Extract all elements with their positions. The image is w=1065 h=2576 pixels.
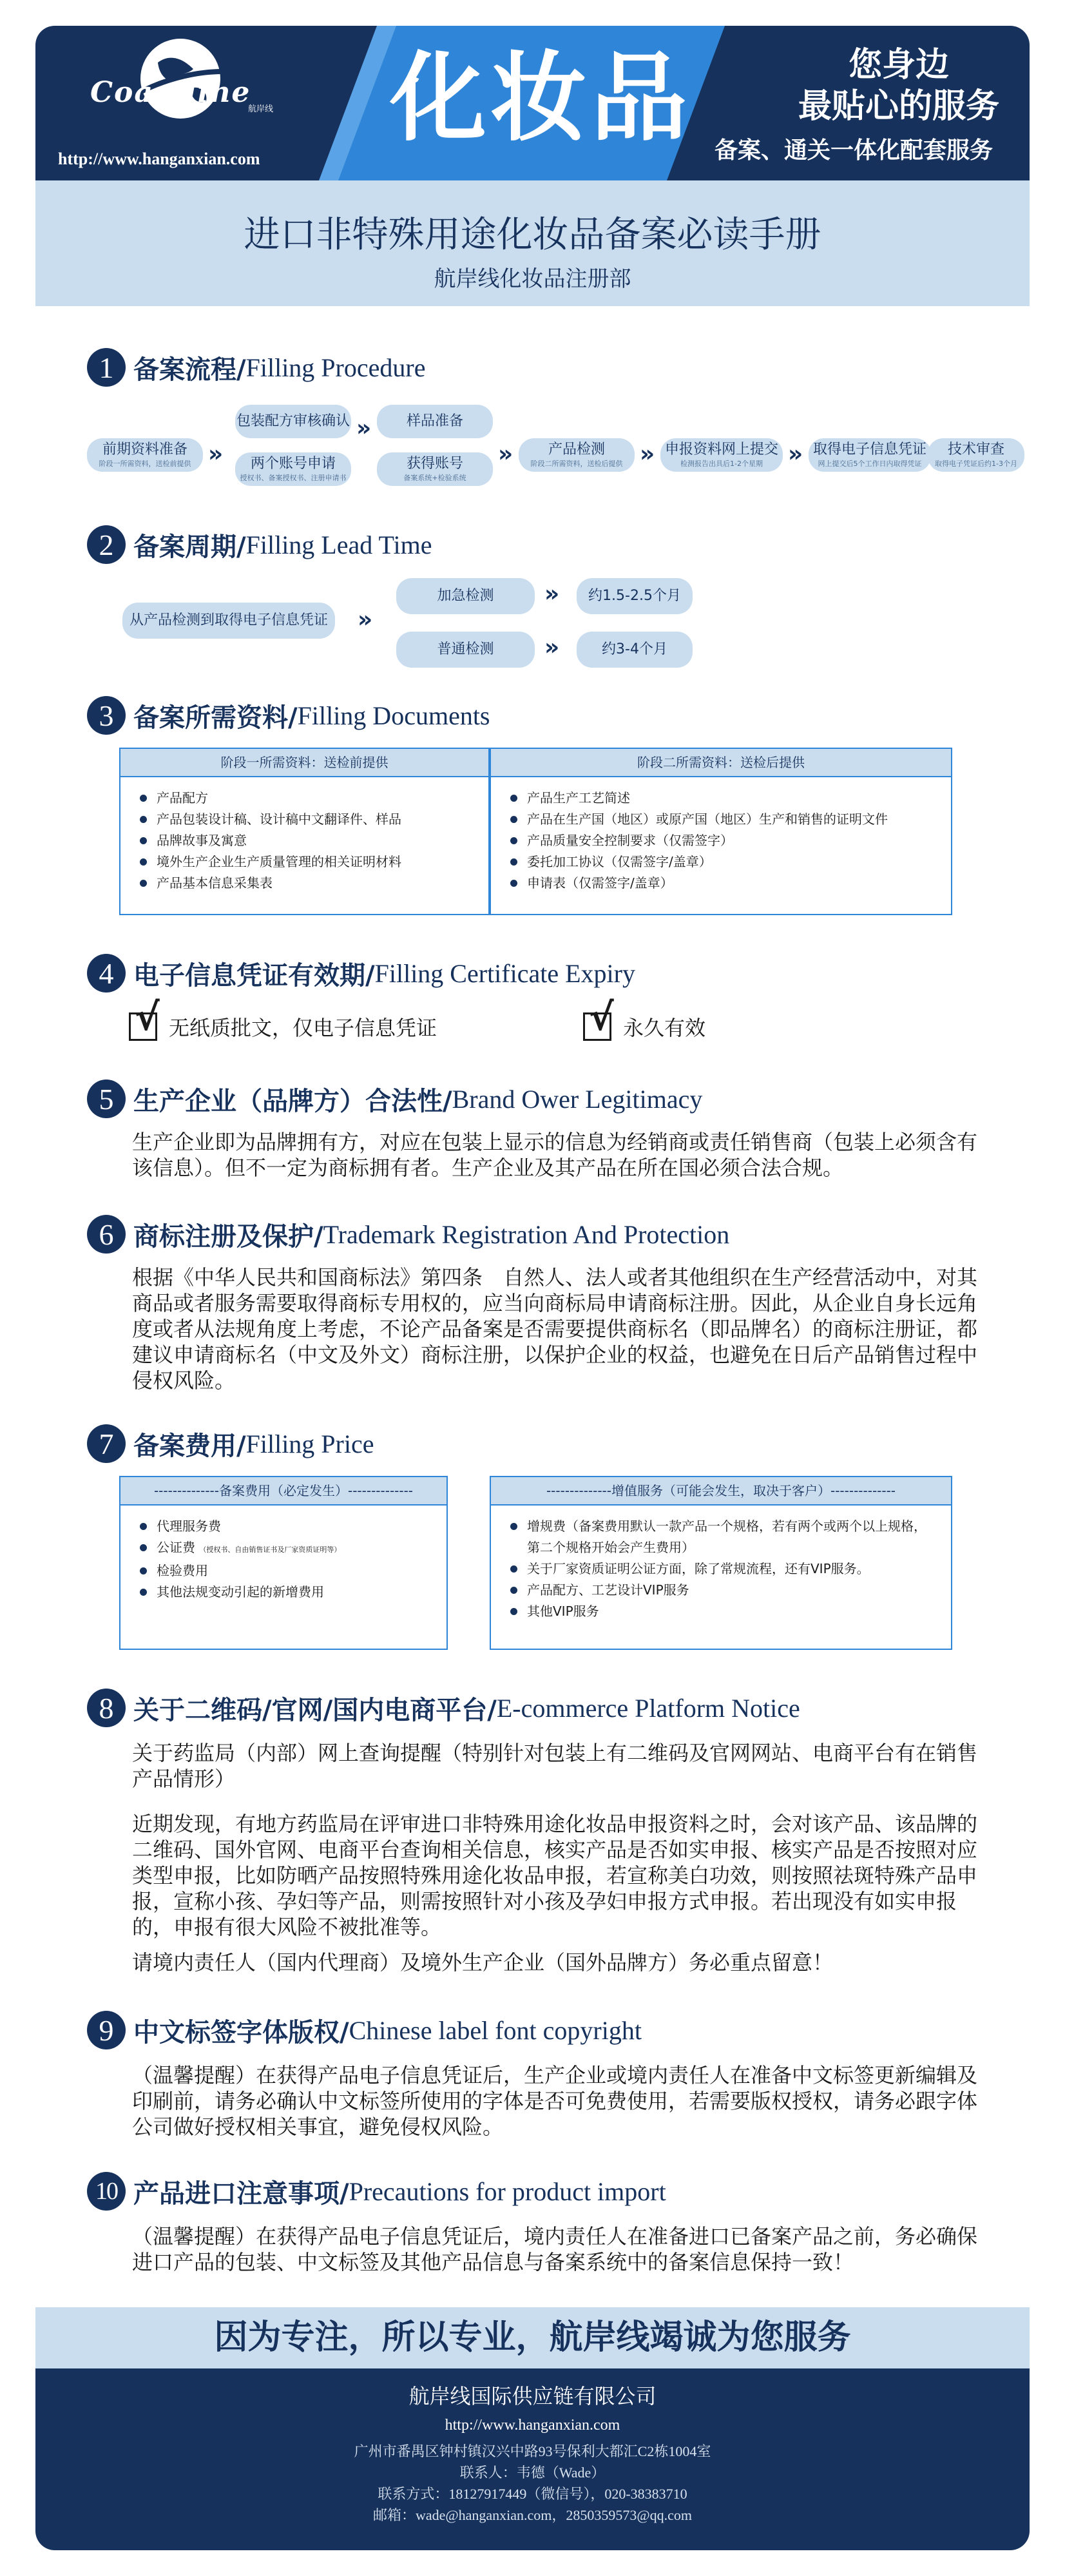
checkbox-icon: √ <box>583 1012 611 1041</box>
attention-notice: 请境内责任人（国内代理商）及境外生产企业（国外品牌方）务必重点留意！ <box>132 1950 834 1975</box>
section-title-en: Filling Lead Time <box>245 530 432 559</box>
footer-email: 邮箱：wade@hanganxian.com，2850359573@qq.com <box>372 2507 693 2523</box>
fast-time-pill: 约1.5-2.5个月 <box>577 578 693 614</box>
slogan-band: 因为专注，所以专业，航岸线竭诚为您服务 <box>35 2307 1030 2368</box>
double-chevron-icon: » <box>788 441 803 467</box>
step-pill: 产品检测 阶段二所需资料，送检后提供 <box>519 438 635 472</box>
list-item: 产品包装设计稿、设计稿中文翻译件、样品 <box>140 809 488 830</box>
header-banner <box>35 26 1030 180</box>
section-title-cn: 生产企业（品牌方）合法性/ <box>133 1086 452 1116</box>
section-10-heading <box>87 2172 666 2211</box>
department-name: 航岸线化妆品注册部 <box>434 266 631 292</box>
fast-test-pill: 加急检测 <box>396 578 535 614</box>
section-8-heading <box>87 1689 800 1727</box>
header-tagline-3: 备案、通关一体化配套服务 <box>714 137 993 164</box>
list-item: 产品生产工艺简述 <box>510 788 951 809</box>
double-chevron-icon: » <box>544 581 560 607</box>
footer-url[interactable]: http://www.hanganxian.com <box>445 2417 620 2434</box>
section-number: 1 <box>87 348 126 387</box>
section-title-en: Precautions for product import <box>349 2176 666 2206</box>
company-name: 航岸线国际供应链有限公司 <box>408 2384 657 2408</box>
step-pill: 包装配方审核确认 <box>235 405 351 438</box>
section-2-heading <box>87 525 432 564</box>
required-fees-box: --------------备案费用（必定发生）-------------- 代理服务费 公证费 （授权书、自由销售证书及厂家资质证明等） 检验费用 其他法规变动引起的新增费用 <box>119 1476 448 1650</box>
list-item: 产品基本信息采集表 <box>140 873 488 894</box>
section-title-en: Filling Documents <box>297 701 490 730</box>
footer <box>35 2368 1030 2550</box>
section-number: 6 <box>87 1215 126 1254</box>
subtitle-band <box>35 180 1030 306</box>
double-chevron-icon: » <box>640 441 655 467</box>
section-title-en: Brand Ower Legitimacy <box>452 1084 703 1114</box>
section-title-cn: 备案所需资料/ <box>133 702 298 733</box>
step-pill: 取得电子信息凭证 网上提交后5个工作日内取得凭证 <box>809 438 931 472</box>
section-number: 3 <box>87 696 126 735</box>
section-title-en: Chinese label font copyright <box>349 2015 642 2045</box>
list-item: 代理服务费 <box>140 1516 446 1537</box>
brand-legitimacy-text: 生产企业即为品牌拥有方，对应在包装上显示的信息为经销商或责任销售商（包装上必须含有该信息）。但不一定为商标拥有者。生产企业及其产品在所在国必须合法合规。 <box>132 1130 978 1180</box>
section-title-cn: 产品进口注意事项/ <box>133 2178 349 2209</box>
font-copyright-text: （温馨提醒）在获得产品电子信息凭证后，生产企业或境内责任人在准备中文标签更新编辑及印刷前，请务必确认中文标签所使用的字体是否可免费使用，若需要版权授权，请务必跟字体公司做好授权相关事宜，避免侵权风险。 <box>132 2063 978 2139</box>
list-item: 公证费 （授权书、自由销售证书及厂家资质证明等） <box>140 1537 446 1560</box>
page <box>35 26 1030 2550</box>
logo-subtext: 航岸线 <box>248 104 274 114</box>
double-chevron-icon: » <box>358 606 373 633</box>
section-number: 8 <box>87 1689 126 1727</box>
section-9-heading <box>87 2011 642 2049</box>
section-number: 9 <box>87 2011 126 2049</box>
footer-address: 广州市番禺区钟村镇汉兴中路93号保利大都汇C2栋1004室 <box>354 2443 711 2459</box>
section-title-cn: 关于二维码/官网/国内电商平台/ <box>133 1695 497 1725</box>
footer-phone: 联系方式：18127917449（微信号），020-38383710 <box>378 2486 687 2502</box>
section-3-heading <box>87 696 490 735</box>
list-item: 其他VIP服务 <box>510 1601 938 1622</box>
section-6-heading <box>87 1215 729 1254</box>
import-precautions-text: （温馨提醒）在获得产品电子信息凭证后，境内责任人在准备进口已备案产品之前，务必确保进口产品的包装、中文标签及其他产品信息与备案系统中的备案信息保持一致！ <box>132 2224 978 2274</box>
documents-stage-1-box: 阶段一所需资料：送检前提供 产品配方 产品包装设计稿、设计稿中文翻译件、样品 品牌故事及寓意 境外生产企业生产质量管理的相关证明材料 产品基本信息采集表 <box>119 748 490 915</box>
list-item: 检验费用 <box>140 1560 446 1582</box>
list-item: 品牌故事及寓意 <box>140 830 488 851</box>
documents-stage-2-box: 阶段二所需资料：送检后提供 产品生产工艺简述 产品在生产国（地区）或原产国（地区）生产和销售的证明文件 产品质量安全控制要求（仅需签字） 委托加工协议（仅需签字/盖章） 申请表（仅需签字/盖章） <box>490 748 952 915</box>
normal-time-pill: 约3-4个月 <box>577 632 693 668</box>
section-title-en: Filling Procedure <box>245 353 426 382</box>
header-title: 化妆品 <box>390 43 692 155</box>
header-tagline-2: 最贴心的服务 <box>798 87 999 126</box>
section-number: 5 <box>87 1080 126 1118</box>
paperless-check: √ 无纸质批文，仅电子信息凭证 <box>129 1012 437 1041</box>
section-4-heading <box>87 954 635 993</box>
section-number: 7 <box>87 1424 126 1463</box>
section-title-cn: 商标注册及保护/ <box>133 1221 323 1252</box>
double-chevron-icon: » <box>356 415 372 441</box>
section-title-cn: 备案周期/ <box>133 532 246 562</box>
list-item: 委托加工协议（仅需签字/盖章） <box>510 851 951 873</box>
section-title-en: Trademark Registration And Protection <box>323 1219 730 1249</box>
step-pill: 申报资料网上提交 检测报告出具后1-2个星期 <box>660 438 783 472</box>
section-title-en: E-commerce Platform Notice <box>496 1693 800 1723</box>
checkbox-icon: √ <box>129 1012 157 1041</box>
lead-time-start-pill: 从产品检测到取得电子信息凭证 <box>122 603 335 639</box>
section-5-heading <box>87 1080 702 1118</box>
section-1-heading <box>87 348 425 387</box>
list-item: 产品在生产国（地区）或原产国（地区）生产和销售的证明文件 <box>510 809 951 830</box>
section-title-cn: 备案流程/ <box>133 354 246 385</box>
section-title-cn: 电子信息凭证有效期/ <box>133 960 375 991</box>
list-item: 产品质量安全控制要求（仅需签字） <box>510 830 951 851</box>
step-pill: 技术审查 取得电子凭证后约1-3个月 <box>928 438 1024 472</box>
section-number: 10 <box>87 2172 126 2211</box>
header-url[interactable]: http://www.hanganxian.com <box>58 150 260 168</box>
normal-test-pill: 普通检测 <box>396 632 535 668</box>
list-item: 产品配方、工艺设计VIP服务 <box>510 1580 938 1601</box>
manual-title: 进口非特殊用途化妆品备案必读手册 <box>244 214 821 256</box>
double-chevron-icon: » <box>208 441 224 467</box>
list-item: 其他法规变动引起的新增费用 <box>140 1582 446 1603</box>
double-chevron-icon: » <box>544 634 560 661</box>
section-number: 2 <box>87 525 126 564</box>
section-title-cn: 中文标签字体版权/ <box>133 2017 349 2048</box>
logo-text: Coastline <box>90 76 251 109</box>
step-pill: 获得账号 备案系统+检验系统 <box>377 452 493 486</box>
section-number: 4 <box>87 954 126 993</box>
online-check-notice: 关于药监局（内部）网上查询提醒（特别针对包装上有二维码及官网网站、电商平台有在销售产品情形） <box>132 1741 978 1791</box>
list-item: 产品配方 <box>140 788 488 809</box>
section-title-en: Filling Certificate Expiry <box>374 958 635 988</box>
list-item: 申请表（仅需签字/盖章） <box>510 873 951 894</box>
double-chevron-icon: » <box>498 441 513 467</box>
list-item: 关于厂家资质证明公证方面，除了常规流程，还有VIP服务。 <box>510 1558 938 1580</box>
footer-contact: 联系人：韦德（Wade） <box>459 2465 606 2481</box>
step-pill: 样品准备 <box>377 405 493 438</box>
trademark-text: 根据《中华人民共和国商标法》第四条 自然人、法人或者其他组织在生产经营活动中，对其商品或者服务需要取得商标专用权的，应当向商标局申请商标注册。因此，从企业自身长远角度或者从法规角度上考虑，不论产品备案是否需要提供商标名（即品牌名）的商标注册证，都建议申请商标名（中文及外文）商标注册，以保护企业的权益，也避免在日后产品销售过程中侵权风险。 <box>132 1265 978 1393</box>
section-title-cn: 备案费用/ <box>133 1431 246 1461</box>
list-item: 境外生产企业生产质量管理的相关证明材料 <box>140 851 488 873</box>
step-pill: 两个账号申请 授权书、备案授权书、注册申请书 <box>235 452 351 486</box>
review-notice-text: 近期发现，有地方药监局在评审进口非特殊用途化妆品申报资料之时，会对该产品、该品牌的二维码、国外官网、电商平台查询相关信息，核实产品是否如实申报、核实产品是否按照对应类型申报，比如防晒产品按照特殊用途化妆品申报，若宣称美白功效，则按照祛斑特殊产品申报，宣称小孩、孕妇等产品，则需按照针对小孩及孕妇申报方式申报。若出现没有如实申报的，申报有很大风险不被批准等。 <box>132 1812 978 1939</box>
step-pill: 前期资料准备 阶段一所需资料，送检前提供 <box>87 438 203 472</box>
header-tagline-1: 您身边 <box>848 46 949 84</box>
section-title-en: Filling Price <box>245 1429 374 1458</box>
section-7-heading <box>87 1424 374 1463</box>
list-item: 增规费（备案费用默认一款产品一个规格，若有两个或两个以上规格，第二个规格开始会产生费用） <box>510 1516 938 1558</box>
permanent-check: √ 永久有效 <box>583 1012 705 1041</box>
value-added-services-box: --------------增值服务（可能会发生，取决于客户）-------------- 增规费（备案费用默认一款产品一个规格，若有两个或两个以上规格，第二个规格开始会产生费用） 关于厂家资质证明公证方面，除了常规流程，还有VIP服务。 产品配方、工艺设计VIP服务 其他VIP服务 <box>490 1476 952 1650</box>
